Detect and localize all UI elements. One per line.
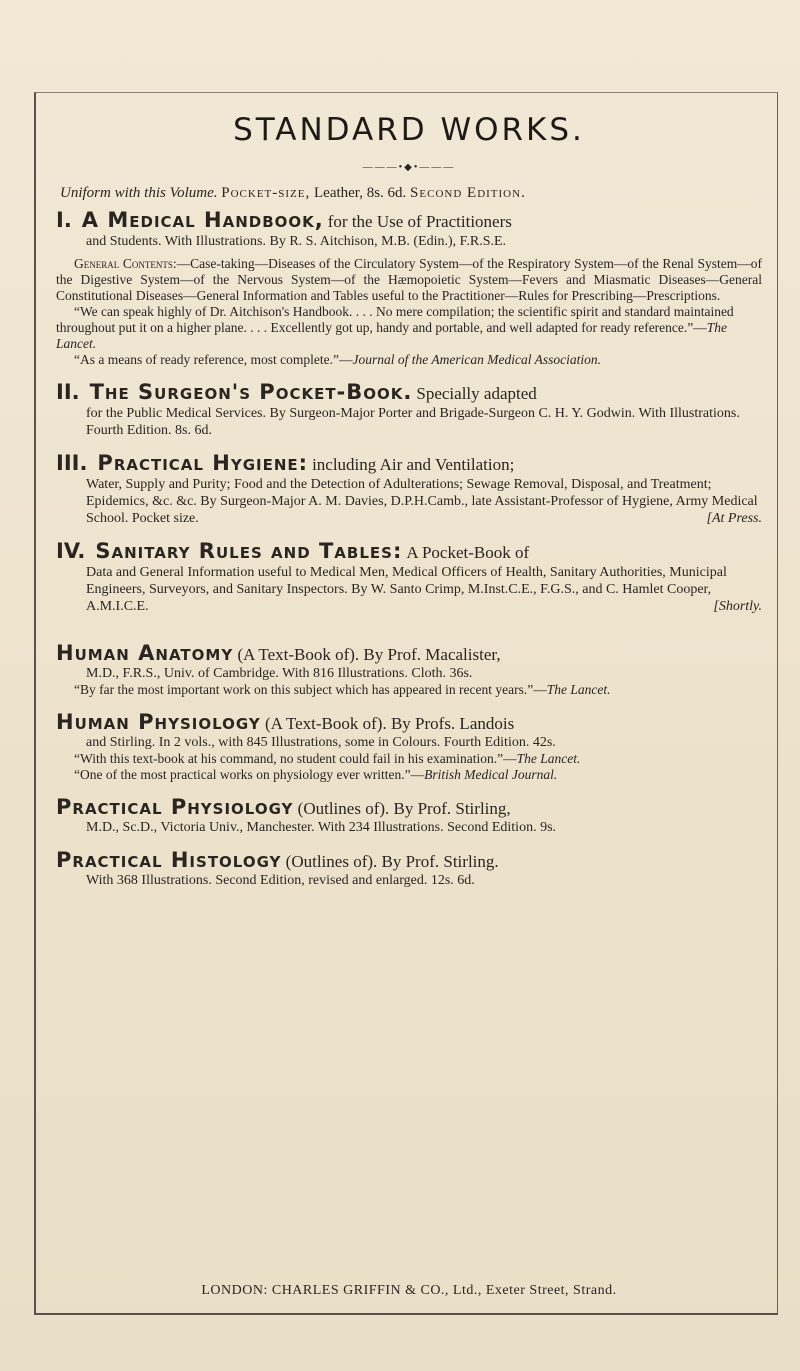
uniform-edition: Second Edition. [410,185,526,201]
quote-text: “With this text-book at his command, no student could fail in his examination.”— [74,751,517,766]
book-title: Practical Physiology [56,795,294,819]
entry-heading-rest: Specially adapted [416,384,537,403]
book-practical-histology [56,850,762,889]
entry-details: for the Public Medical Services. By Surgeon-Major Porter and Brigade-Surgeon C. H. Y. Godwin. With Illustrations. Fourth Edition. 8s. 6d. [86,406,740,438]
entry-heading-rest: A Pocket-Book of [406,543,530,562]
entry-practical-hygiene [56,453,762,527]
uniform-binding: Leather, 8s. 6d. [314,185,407,201]
uniform-size: Pocket-size, [221,185,311,201]
entry-title: Practical Hygiene: [97,451,309,475]
quote-text: “As a means of ready reference, most complete.”— [74,352,353,367]
quote-source: Journal of the American Medical Association. [352,352,601,367]
entry-title: A Medical Handbook, [81,208,324,232]
book-heading [56,643,762,665]
uniform-line [56,185,762,202]
quote-source: The Lancet. [546,682,611,697]
status-note: [At Press. [706,511,762,526]
entry-heading [56,382,762,405]
quote-text: “By far the most important work on this subject which has appeared in recent years.”— [74,682,547,697]
book-details: M.D., F.R.S., Univ. of Cambridge. With 816 Illustrations. Cloth. 36s. [86,666,473,681]
entry-heading [56,453,762,476]
entry-heading [56,210,762,233]
book-title: Human Physiology [56,710,261,734]
page-title: STANDARD WORKS. [233,112,585,148]
entry-title: The Surgeon's Pocket-Book. [89,380,413,404]
general-contents [56,256,762,304]
book-title: Practical Histology [56,848,282,872]
book-heading [56,797,762,819]
review-quote [56,767,762,783]
entry-number: IV. [56,539,86,563]
book-heading-rest: (Outlines of). By Prof. Stirling. [285,852,499,871]
book-heading [56,712,762,734]
review-quote [56,352,762,368]
entry-heading [56,541,762,564]
entry-medical-handbook [56,210,762,368]
review-quote [56,304,762,352]
entry-details [56,564,762,615]
entry-number: III. [56,451,88,475]
entry-number: I. [56,208,72,232]
book-details: With 368 Illustrations. Second Edition, revised and enlarged. 12s. 6d. [86,873,475,888]
publisher-footer: LONDON: CHARLES GRIFFIN & CO., Ltd., Exeter Street, Strand. [201,1283,617,1298]
book-human-physiology [56,712,762,783]
status-note: [Shortly. [713,599,762,614]
entry-details [56,476,762,527]
quote-source: The Lancet. [516,751,581,766]
book-heading-rest: (Outlines of). By Prof. Stirling, [297,799,511,818]
entry-heading-rest: for the Use of Practitioners [327,212,512,231]
book-details: M.D., Sc.D., Victoria Univ., Manchester. With 234 Illustrations. Second Edition. 9s. [86,820,557,835]
book-practical-physiology [56,797,762,836]
review-quote [56,682,762,698]
entry-number: II. [56,380,80,404]
quote-source: The Lancet. [56,320,728,351]
quote-text: “One of the most practical works on physiology ever written.”— [74,767,425,782]
quote-source: British Medical Journal. [424,767,558,782]
entry-title: Sanitary Rules and Tables: [95,539,403,563]
book-heading-rest: (A Text-Book of). By Prof. Macalister, [237,645,501,664]
book-heading-rest: (A Text-Book of). By Profs. Landois [264,714,515,733]
entry-sanitary-rules [56,541,762,615]
book-human-anatomy [56,643,762,698]
entry-details-text: Data and General Information useful to Medical Men, Medical Officers of Health, Sanitary Authorities, Municipal Engineers, Surveyors, and Sanitary Inspectors. By W. Santo Crimp, M.Inst.C.E., F.G.S., and C. Hamlet Cooper, A.M.I.C.E. [86,565,727,614]
quote-text: “We can speak highly of Dr. Aitchison's Handbook. . . . No mere compilation; the scientific spirit and standard maintained throughout put it on a higher plane. . . . Excellently got up, handy and portable, and well adapted for ready reference.”— [56,304,734,335]
entry-details-text: Water, Supply and Purity; Food and the Detection of Adulterations; Sewage Removal, Disposal, and Treatment; Epidemics, &c. &c. By Surgeon-Major A. M. Davies, D.P.H.Camb., late Assistant-Professor of Hygiene, Army Medical School. Pocket size. [86,477,758,526]
contents-label: General Contents [74,256,173,271]
entry-heading-rest: including Air and Ventilation; [312,455,515,474]
book-heading [56,850,762,872]
content [56,112,762,903]
entry-surgeons-pocket-book [56,382,762,439]
uniform-label: Uniform with this Volume. [60,185,218,201]
book-details: and Stirling. In 2 vols., with 845 Illustrations, some in Colours. Fourth Edition. 42s. [86,735,556,750]
review-quote [56,751,762,767]
contents-text: :—Case-taking—Diseases of the Circulatory System—of the Respiratory System—of the Renal System—of the Digestive System—of the Nervous System—of the Hæmopoietic System—Fevers and Miasmatic Diseases—General Constitutional Diseases—General Information and Tables useful to the Practitioner—Rules for Prescribing—Prescriptions. [56,256,762,303]
ornament-rule: ———•◆•——— [362,162,456,173]
book-title: Human Anatomy [56,641,234,665]
entry-details: and Students. With Illustrations. By R. S. Aitchison, M.B. (Edin.), F.R.S.E. [86,234,507,249]
